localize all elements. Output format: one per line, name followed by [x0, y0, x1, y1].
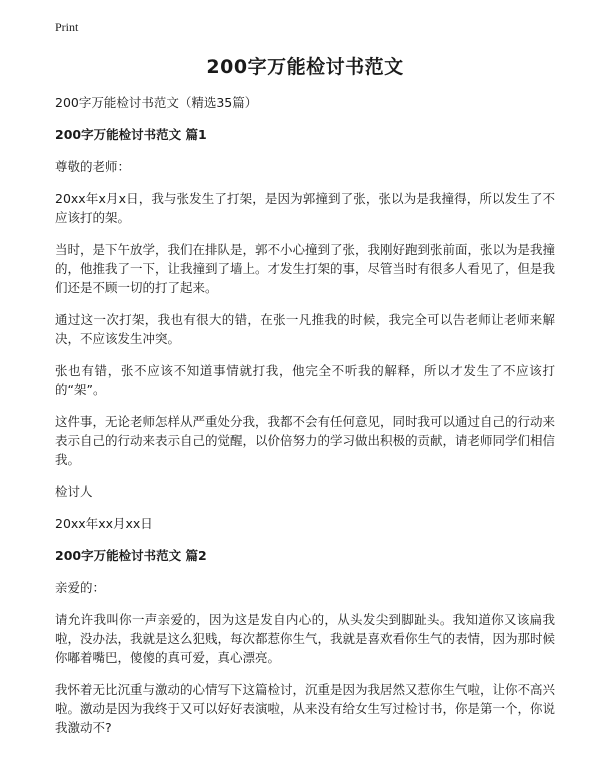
signature-label: 检讨人 [55, 484, 93, 499]
section-heading: 200字万能检讨书范文 篇2 [55, 548, 207, 563]
document-title: 200字万能检讨书范文 [206, 56, 404, 78]
paragraph: 通过这一次打架，我也有很大的错，在张一凡推我的时候，我完全可以告老师让老师来解决，不应该发生冲突。 [55, 312, 555, 346]
document-subtitle: 200字万能检讨书范文（精选35篇） [55, 95, 258, 110]
document-body [55, 52, 555, 750]
section-2 [55, 546, 555, 737]
salutation: 尊敬的老师： [55, 159, 131, 174]
section-1 [55, 125, 555, 533]
section-heading: 200字万能检讨书范文 篇1 [55, 127, 207, 142]
paragraph: 请允许我叫你一声亲爱的，因为这是发自内心的，从头发尖到脚趾头。我知道你又该扁我啦，没办法，我就是这么犯贱，每次都惹你生气，我就是喜欢看你生气的表情，因为那时候你嘟着嘴巴，傻傻的真可爱，真心漂亮。 [55, 612, 556, 665]
salutation: 亲爱的： [55, 580, 106, 595]
paragraph: 20xx年x月x日，我与张发生了打架，是因为郭撞到了张，张以为是我撞得，所以发生了不应该打的架。 [55, 191, 555, 225]
paragraph: 张也有错，张不应该不知道事情就打我，他完全不听我的解释，所以才发生了不应该打的“架”。 [55, 363, 555, 397]
paragraph: 当时，是下午放学，我们在排队是，郭不小心撞到了张，我刚好跑到张前面，张以为是我撞的，他推我了一下，让我撞到了墙上。才发生打架的事，尽管当时有很多人看见了，但是我们还是不顾一切的打了起来。 [55, 242, 556, 295]
paragraph: 我怀着无比沉重与激动的心情写下这篇检讨，沉重是因为我居然又惹你生气啦，让你不高兴啦。激动是因为我终于又可以好好表演啦，从来没有给女生写过检讨书，你是第一个，你说我激动不? [55, 682, 556, 735]
paragraph: 这件事，无论老师怎样从严重处分我，我都不会有任何意见，同时我可以通过自己的行动来表示自己的行动来表示自己的觉醒，以价倍努力的学习做出积极的贡献，请老师同学们相信我。 [55, 414, 556, 467]
date-line: 20xx年xx月xx日 [55, 516, 153, 531]
print-link[interactable]: Print [55, 20, 79, 34]
